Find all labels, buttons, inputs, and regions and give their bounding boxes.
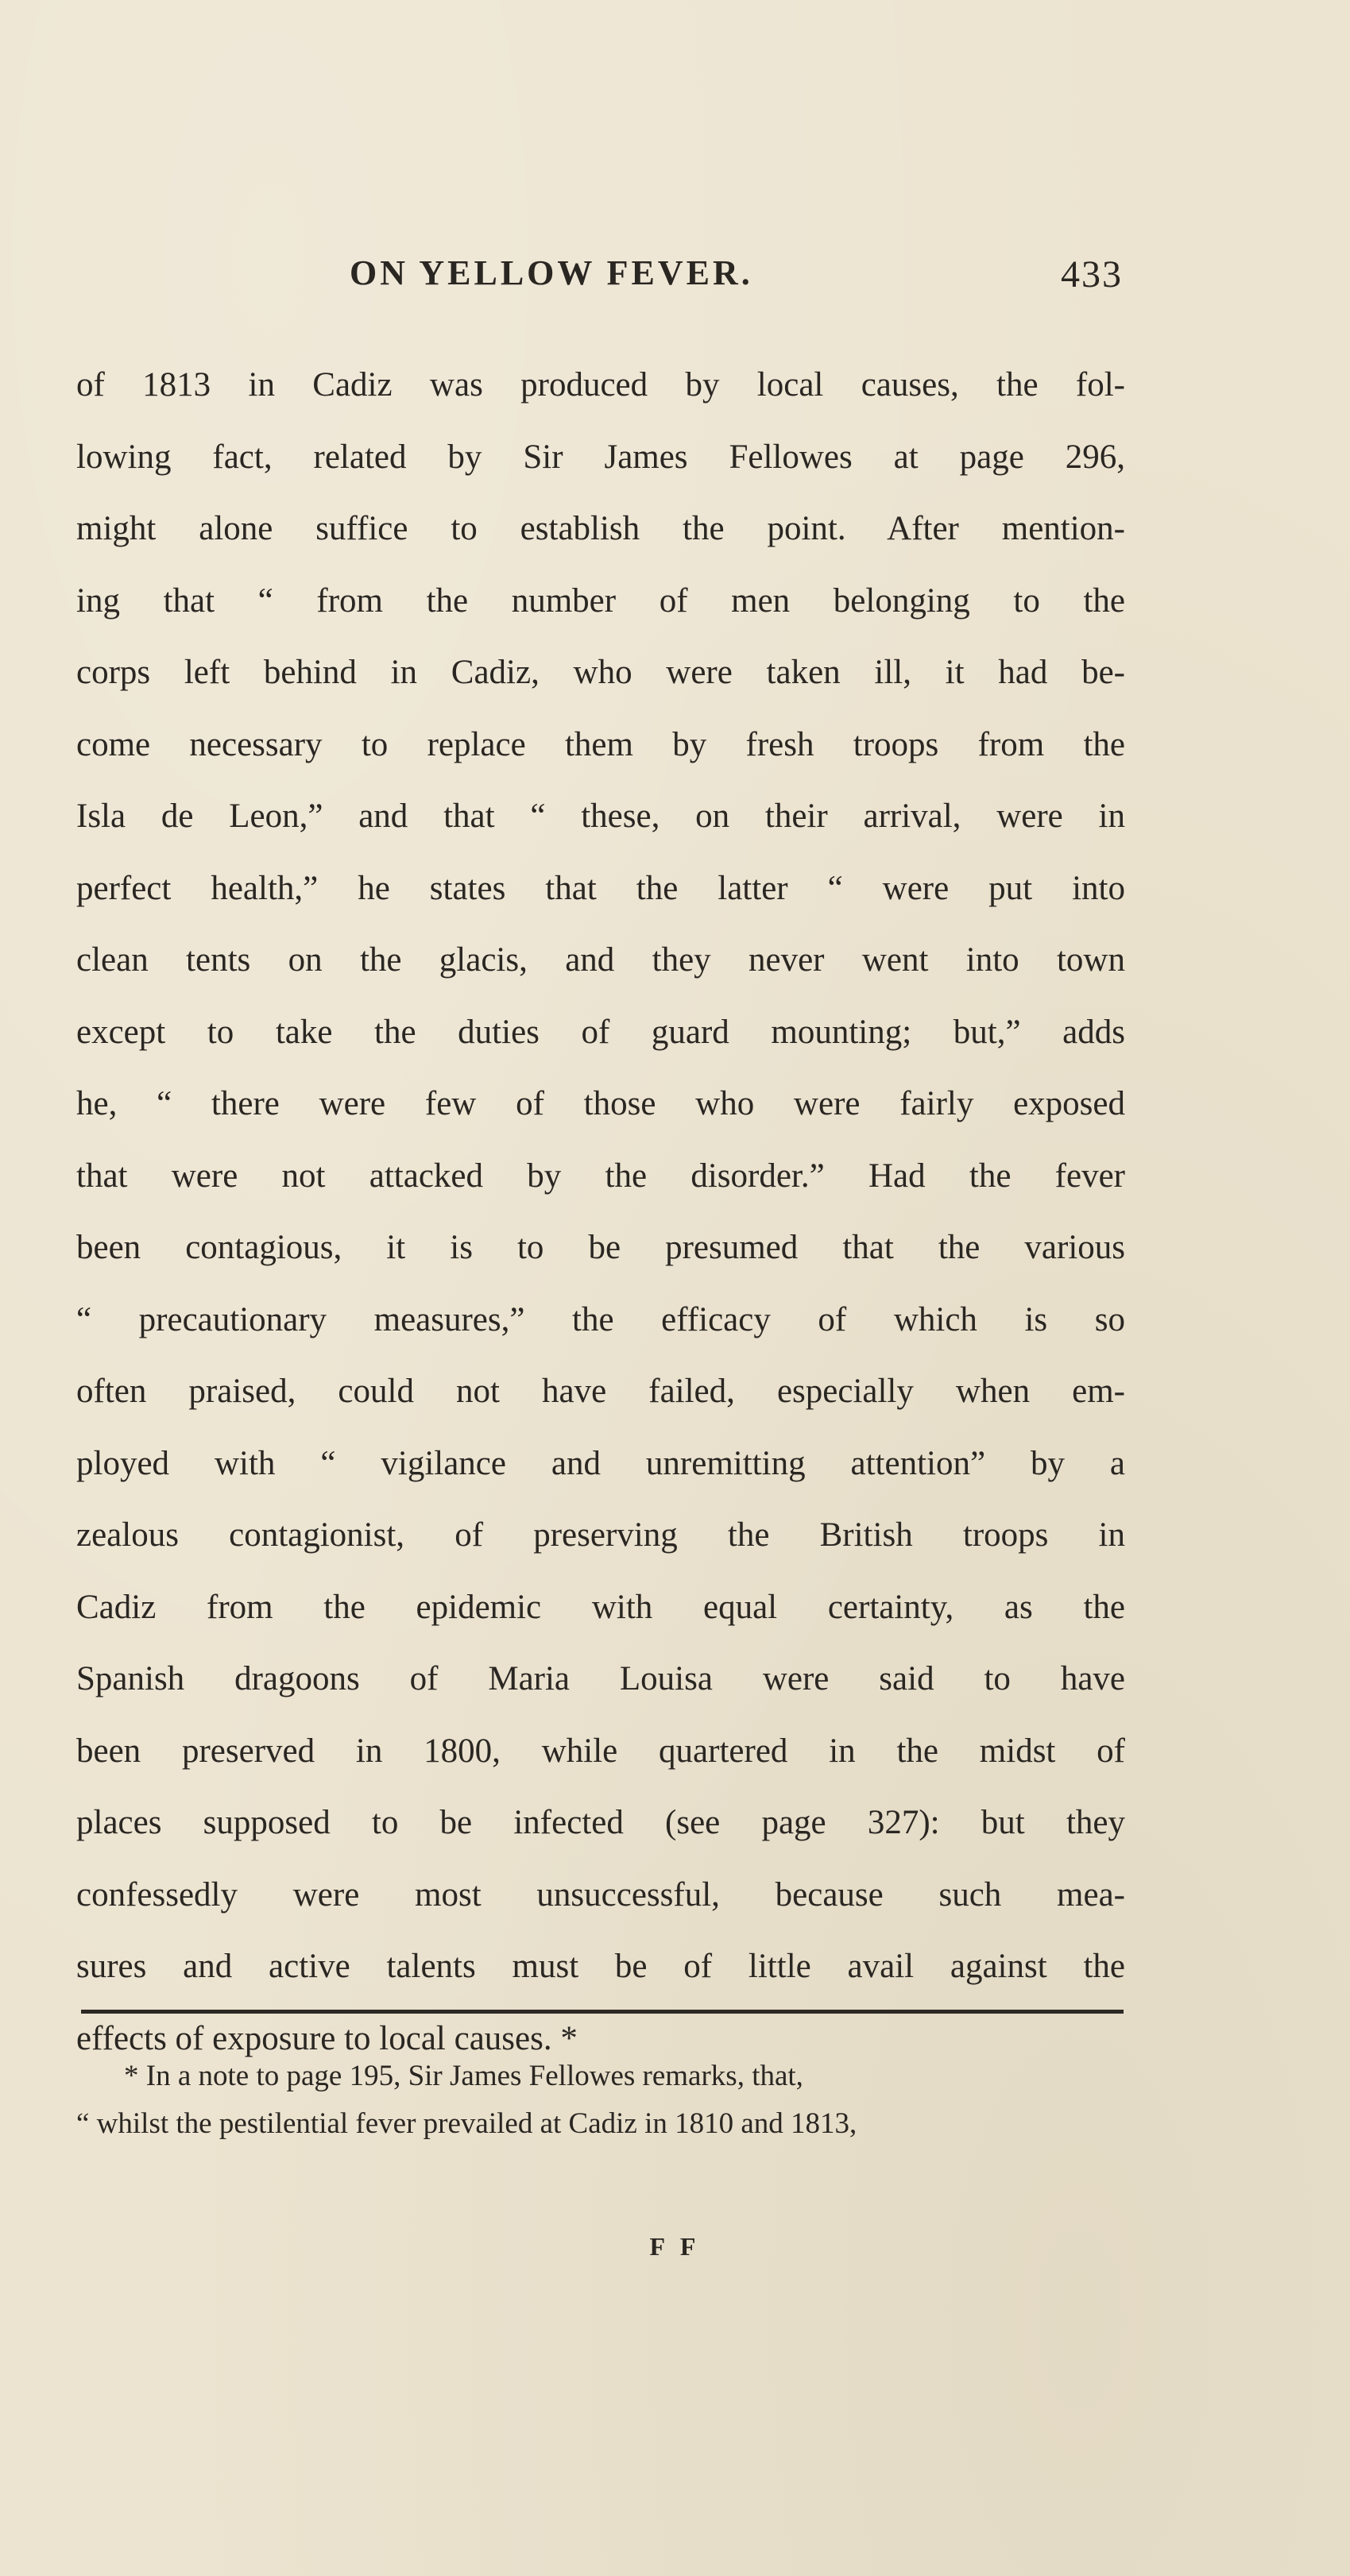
text-line: Cadiz from the epidemic with equal certainty, as the	[76, 1588, 1125, 1626]
page-number: 433	[1061, 253, 1123, 295]
text-line: zealous contagionist, of preserving the British troops in	[76, 1516, 1125, 1554]
text-line: of 1813 in Cadiz was produced by local causes, the fol-	[76, 366, 1125, 404]
running-head-title: ON YELLOW FEVER.	[350, 253, 753, 292]
text-line: except to take the duties of guard mounting; but,” adds	[76, 1013, 1125, 1051]
text-line: perfect health,” he states that the latter “ were put into	[76, 869, 1125, 907]
text-line: sures and active talents must be of little avail against the	[76, 1948, 1125, 1985]
text-line: come necessary to replace them by fresh troops from the	[76, 725, 1125, 763]
text-line: effects of exposure to local causes. *	[76, 2019, 578, 2057]
running-head	[350, 253, 1123, 308]
footnote-line: * In a note to page 195, Sir James Fellowes remarks, that,	[124, 2060, 803, 2092]
text-line: corps left behind in Cadiz, who were taken ill, it had be-	[76, 654, 1125, 691]
text-line: confessedly were most unsuccessful, because such mea-	[76, 1875, 1125, 1914]
footnote-divider	[81, 2010, 1124, 2014]
text-line: “ precautionary measures,” the efficacy of which is so	[76, 1300, 1125, 1338]
text-line: often praised, could not have failed, especially when em-	[76, 1373, 1125, 1410]
footnote-line: “ whilst the pestilential fever prevailed at Cadiz in 1810 and 1813,	[76, 2107, 857, 2140]
text-line: lowing fact, related by Sir James Fellowes at page 296,	[76, 438, 1125, 476]
body-text	[76, 350, 1125, 2075]
text-line: that were not attacked by the disorder.” Had the fever	[76, 1157, 1125, 1195]
text-line: might alone suffice to establish the point. After mention-	[76, 510, 1125, 547]
text-line: been preserved in 1800, while quartered in the midst of	[76, 1732, 1125, 1770]
text-line: places supposed to be infected (see page 327): but they	[76, 1804, 1125, 1841]
signature-mark: F F	[649, 2232, 701, 2261]
text-line: Isla de Leon,” and that “ these, on their arrival, were in	[76, 798, 1125, 835]
text-line: ing that “ from the number of men belonging to the	[76, 581, 1125, 620]
text-line: he, “ there were few of those who were fairly exposed	[76, 1085, 1125, 1122]
text-line: Spanish dragoons of Maria Louisa were said to have	[76, 1660, 1125, 1697]
text-line: been contagious, it is to be presumed that the various	[76, 1229, 1125, 1266]
footnote	[76, 2053, 1141, 2148]
text-line: clean tents on the glacis, and they never went into town	[76, 941, 1125, 979]
text-line: ployed with “ vigilance and unremitting attention” by a	[76, 1444, 1125, 1482]
